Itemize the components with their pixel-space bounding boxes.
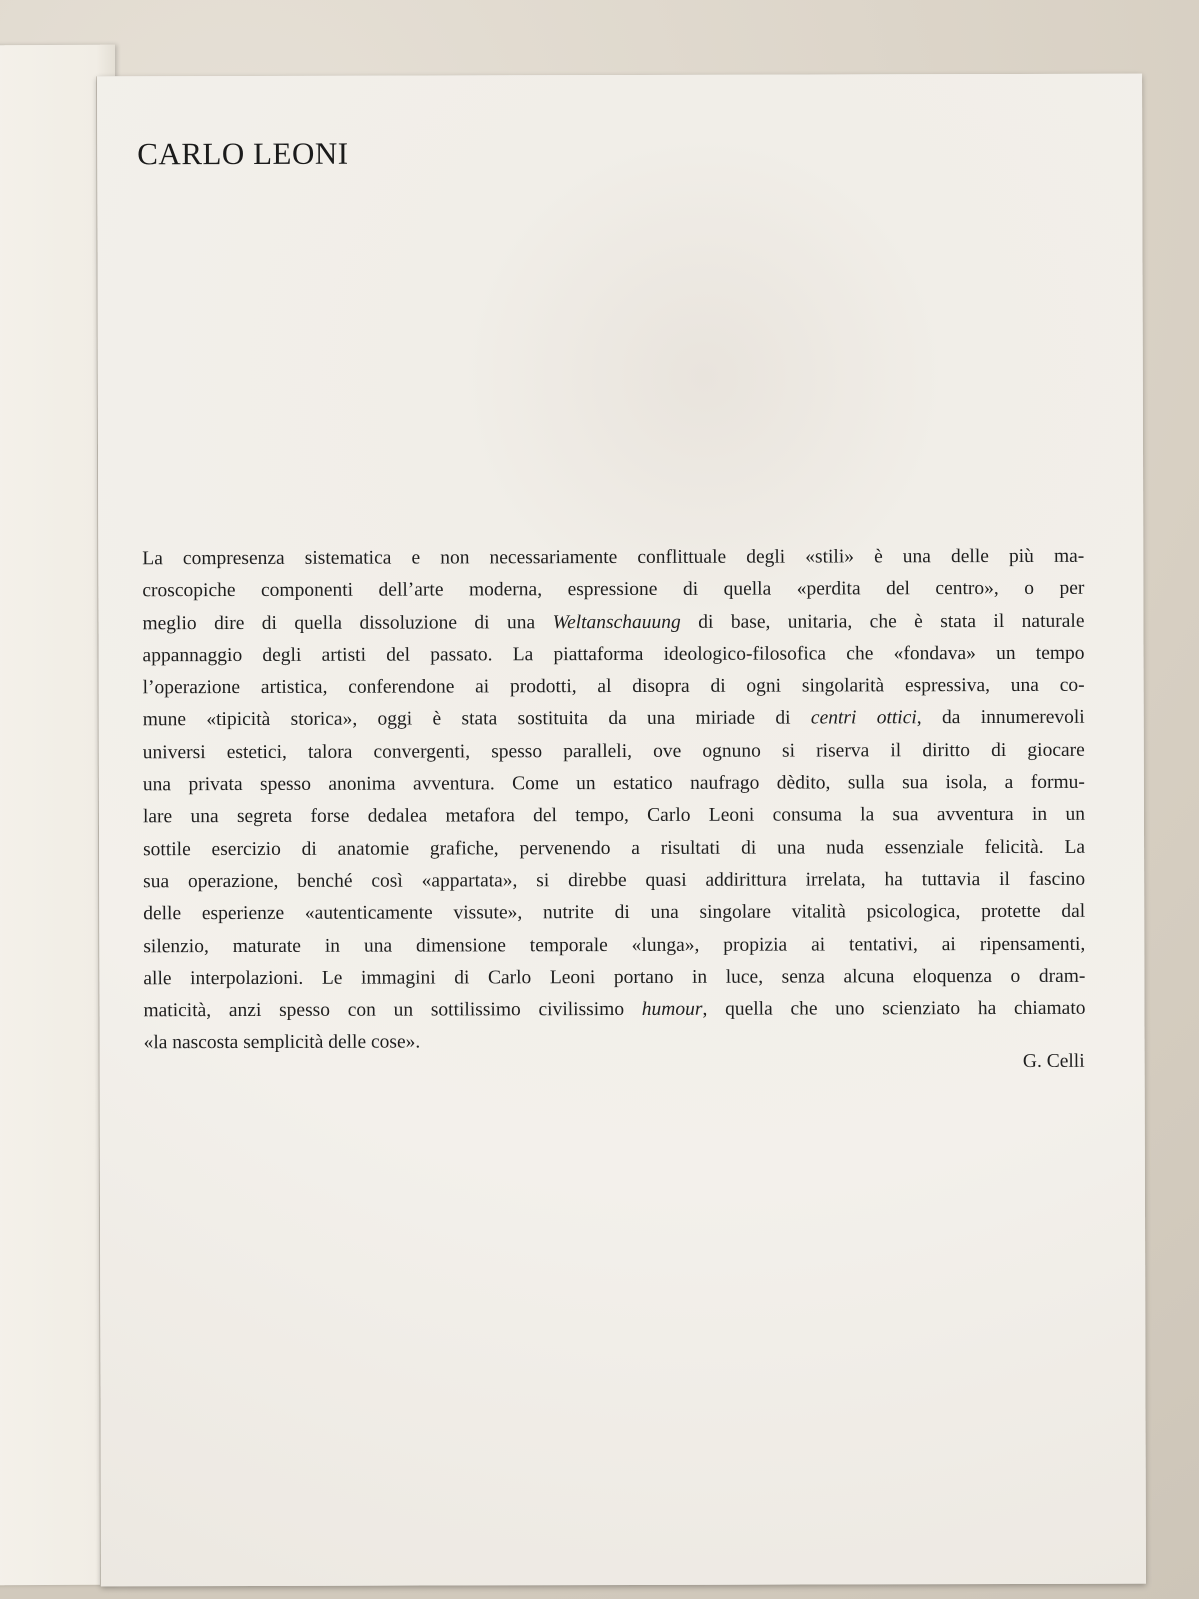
text-segment: l’operazione artistica, conferendone ai prodotti, al disopra di ogni singolarità espressiva, una co- xyxy=(142,674,1085,699)
text-line xyxy=(143,993,1085,1028)
text-segment: La compresenza sistematica e non necessariamente conflittuale degli «stili» è una delle più ma- xyxy=(142,545,1085,570)
page-title: CARLO LEONI xyxy=(137,135,349,172)
text-line xyxy=(142,605,1084,640)
italic-term: humour xyxy=(641,998,703,1021)
text-segment: universi estetici, talora convergenti, spesso paralleli, ove ognuno si riserva il diritto di giocare xyxy=(142,739,1085,764)
text-segment: , quella che uno scienziato ha chiamato xyxy=(702,997,1086,1020)
italic-term: centri ottici xyxy=(810,707,917,729)
text-segment: una privata spesso anonima avventura. Come un estatico naufrago dèdito, sulla sua isola, a formu- xyxy=(142,771,1085,796)
text-line xyxy=(143,638,1085,673)
author-signature: G. Celli xyxy=(1022,1050,1085,1072)
text-line xyxy=(143,831,1085,866)
text-segment: silenzio, maturate in una dimensione temporale «lunga», propizia ai tentativi, ai ripensamenti, xyxy=(143,933,1086,957)
text-segment: di base, unitaria, che è stata il naturale xyxy=(680,610,1085,633)
text-line xyxy=(143,896,1085,931)
text-segment: mune «tipicità storica», oggi è stata sostituita da una miriade di xyxy=(142,707,811,731)
text-segment: «la nascosta semplicità delle cose». xyxy=(143,1031,421,1054)
text-line xyxy=(143,702,1085,737)
document-page xyxy=(97,74,1146,1587)
text-segment: croscopiche componenti dell’arte moderna, espressione di quella «perdita del centro», o per xyxy=(142,578,1085,602)
text-line xyxy=(142,541,1084,576)
essay-paragraph xyxy=(142,541,1085,1060)
text-segment: sottile esercizio di anatomie grafiche, pervenendo a risultati di una nuda essenziale felicità. La xyxy=(143,836,1086,860)
text-segment: , da innumerevoli xyxy=(916,707,1085,729)
text-segment: delle esperienze «autenticamente vissute», nutrite di una singolare vitalità psicologica, protette dal xyxy=(143,901,1086,925)
text-segment: maticità, anzi spesso con un sottilissimo civilissimo xyxy=(143,999,642,1022)
text-line xyxy=(143,767,1085,802)
text-segment: alle interpolazioni. Le immagini di Carlo Leoni portano in luce, senza alcuna eloquenza o dram- xyxy=(143,965,1086,990)
text-line xyxy=(143,961,1085,996)
text-line xyxy=(143,799,1085,834)
italic-term: Weltanschauung xyxy=(552,611,681,633)
text-line xyxy=(143,670,1085,705)
text-segment: sua operazione, benché così «appartata», si direbbe quasi addirittura irrelata, ha tuttavia il fascino xyxy=(143,868,1086,893)
text-segment: meglio dire di quella dissoluzione di una xyxy=(142,611,553,634)
text-line xyxy=(143,864,1085,899)
text-line xyxy=(143,928,1085,963)
text-line xyxy=(142,573,1084,608)
text-line xyxy=(144,1025,1086,1060)
text-line xyxy=(143,735,1085,770)
text-segment: appannaggio degli artisti del passato. La piattaforma ideologico-filosofica che «fondava» un tempo xyxy=(142,642,1085,667)
text-segment: lare una segreta forse dedalea metafora del tempo, Carlo Leoni consuma la sua avventura in un xyxy=(142,804,1085,828)
